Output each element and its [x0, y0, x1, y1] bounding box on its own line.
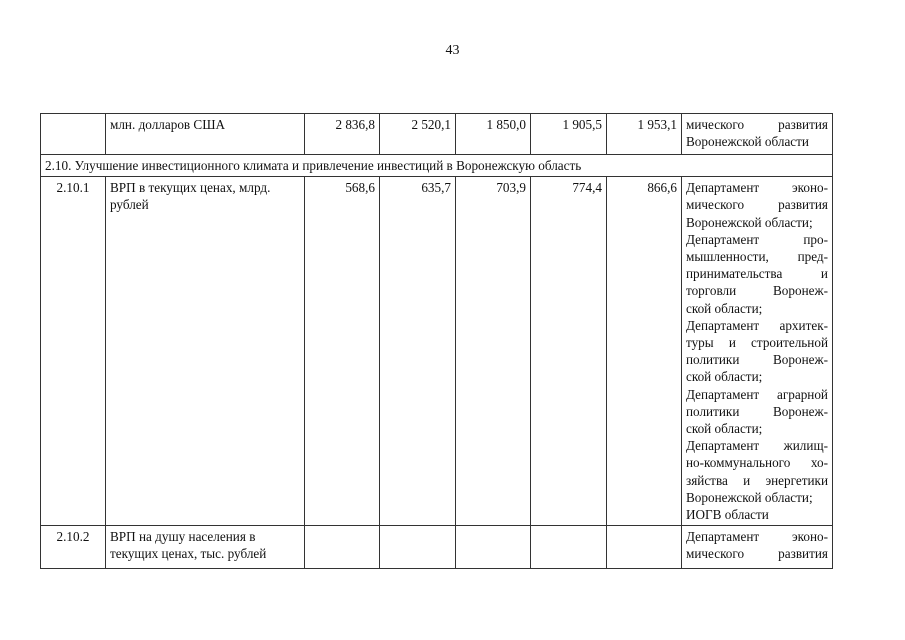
responsible-cell	[682, 114, 833, 155]
value-cell: 774,4	[531, 177, 607, 526]
indicator-line: ВРП в текущих ценах, млрд.	[110, 180, 271, 196]
indicator-cell: млн. долларов США	[106, 114, 305, 155]
section-row	[41, 155, 833, 177]
responsible-line: туры и строительной	[686, 335, 828, 351]
responsible-line: но-коммунального хо-	[686, 455, 828, 471]
value-cell: 635,7	[380, 177, 456, 526]
value-cell: 1 905,5	[531, 114, 607, 155]
value-cell	[380, 526, 456, 569]
responsible-line: мического развития	[686, 117, 828, 132]
table-row	[41, 114, 833, 155]
value-cell	[607, 526, 682, 569]
responsible-line: политики Воронеж-	[686, 403, 828, 419]
responsible-line: ИОГВ области	[686, 507, 769, 523]
row-code-cell	[41, 114, 106, 155]
value-cell: 1 953,1	[607, 114, 682, 155]
responsible-cell	[682, 177, 833, 526]
section-title: 2.10. Улучшение инвестиционного климата и привлечение инвестиций в Воронежскую область	[41, 155, 833, 177]
responsible-line: принимательства и	[686, 266, 828, 282]
page-number: 43	[445, 43, 460, 58]
responsible-cell	[682, 526, 833, 569]
responsible-line: Департамент аграрной	[686, 386, 828, 402]
responsible-line: торговли Воронеж-	[686, 283, 828, 299]
responsible-line: Воронежской области;	[686, 489, 813, 505]
responsible-line: мического развития	[686, 546, 828, 562]
indicator-cell	[106, 526, 305, 569]
value-cell	[531, 526, 607, 569]
row-code-cell: 2.10.2	[41, 526, 106, 569]
value-cell: 1 850,0	[456, 114, 531, 155]
responsible-line: политики Воронеж-	[686, 352, 828, 368]
indicator-cell	[106, 177, 305, 526]
value-cell: 2 836,8	[305, 114, 380, 155]
responsible-line: мического развития	[686, 197, 828, 213]
value-cell	[305, 526, 380, 569]
indicator-line: рублей	[110, 197, 149, 213]
responsible-line: Департамент жилищ-	[686, 438, 828, 454]
responsible-line: ской области;	[686, 300, 763, 316]
value-cell: 703,9	[456, 177, 531, 526]
value-cell: 2 520,1	[380, 114, 456, 155]
responsible-line: зяйства и энергетики	[686, 472, 828, 488]
indicator-line: ВРП на душу населения в	[110, 529, 256, 545]
responsible-line: Департамент про-	[686, 231, 828, 247]
row-code-cell: 2.10.1	[41, 177, 106, 526]
responsible-line: мышленности, пред-	[686, 249, 828, 265]
responsible-line: Воронежской области;	[686, 214, 813, 230]
responsible-line: Департамент эконо-	[686, 529, 828, 545]
value-cell: 866,6	[607, 177, 682, 526]
responsible-line: Департамент архитек-	[686, 317, 828, 333]
value-cell: 568,6	[305, 177, 380, 526]
indicator-line: текущих ценах, тыс. рублей	[110, 546, 267, 562]
responsible-line: Воронежской области	[686, 134, 809, 150]
table-row	[41, 526, 833, 569]
indicators-table	[40, 113, 833, 569]
responsible-line: Департамент эконо-	[686, 180, 828, 196]
responsible-line: ской области;	[686, 369, 763, 385]
responsible-line: ской области;	[686, 421, 763, 437]
table-row	[41, 177, 833, 526]
value-cell	[456, 526, 531, 569]
